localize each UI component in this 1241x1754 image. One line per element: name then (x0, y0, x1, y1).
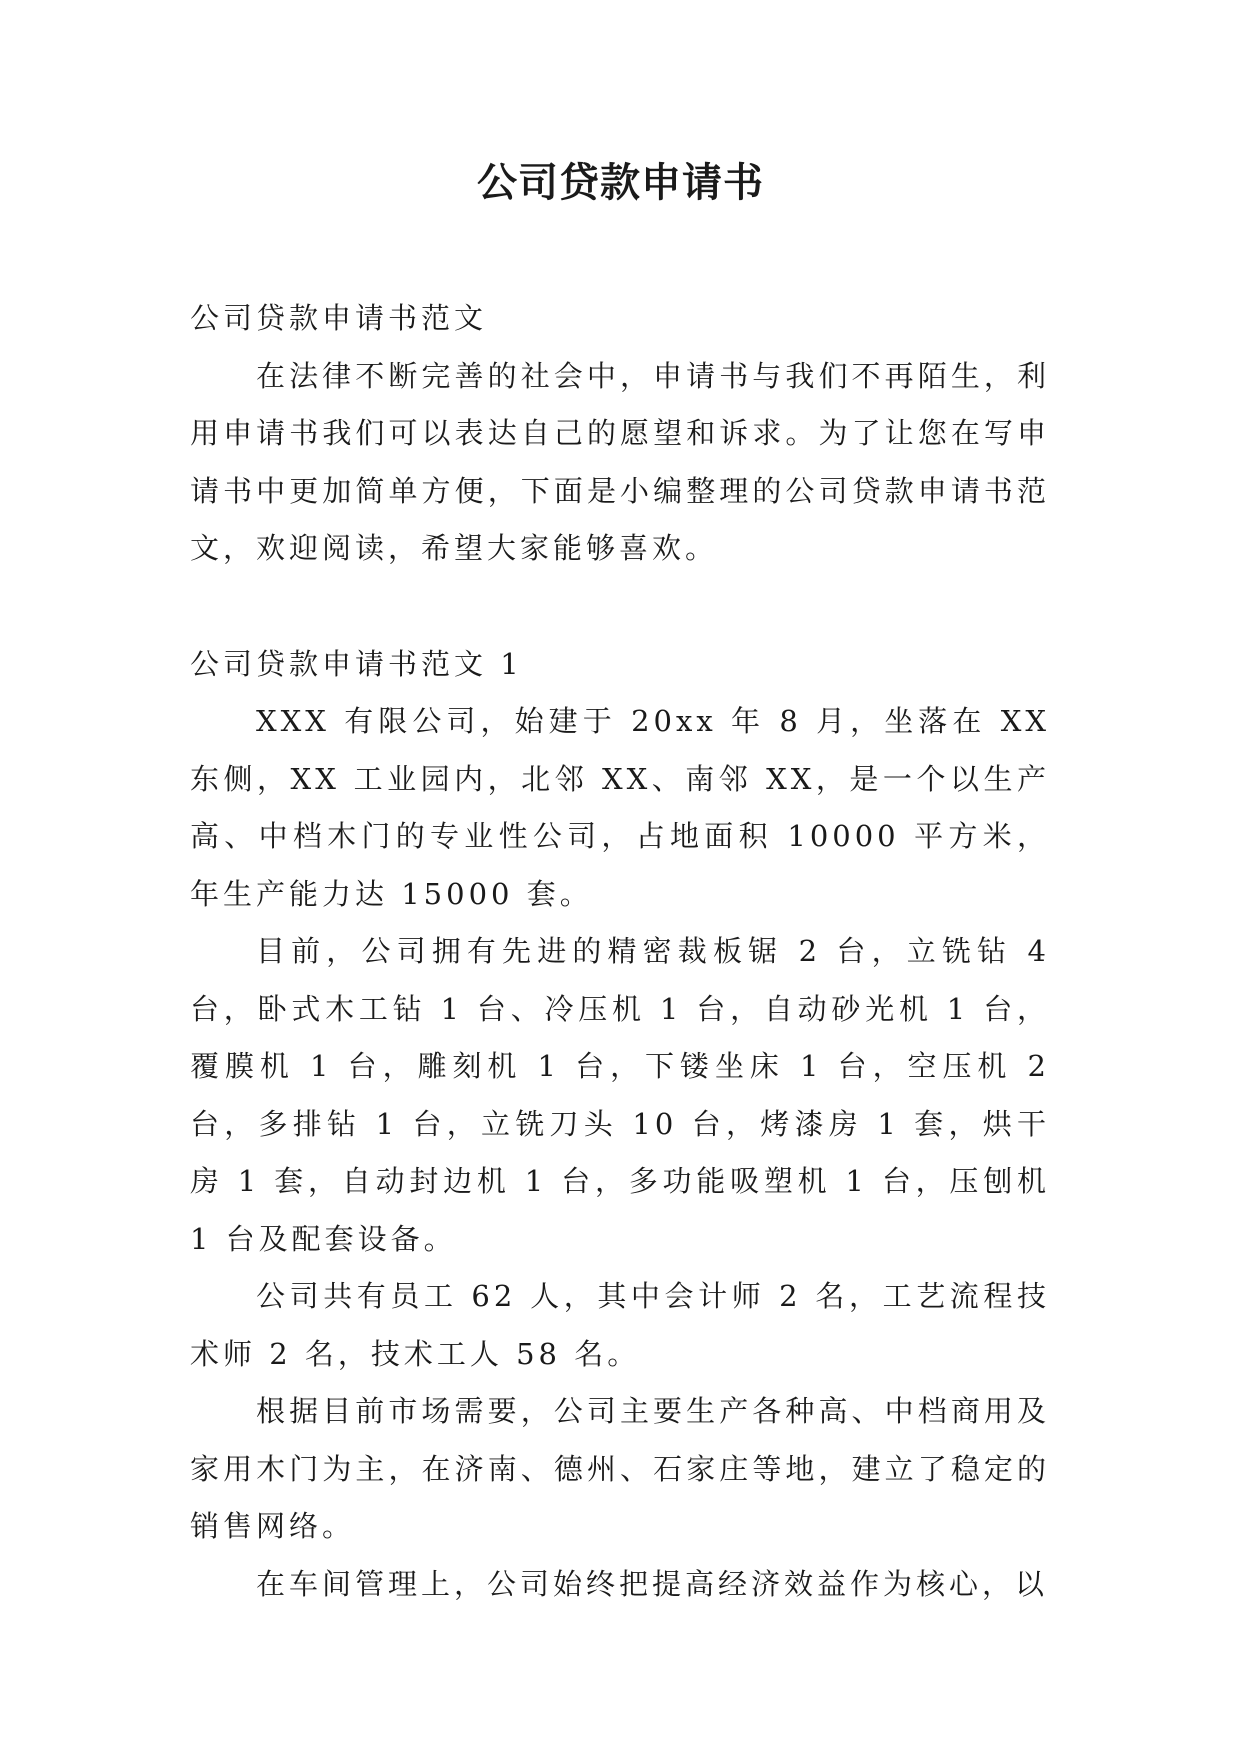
section-spacer (190, 578, 1050, 636)
market-paragraph: 根据目前市场需要，公司主要生产各种高、中档商用及家用木门为主，在济南、德州、石家庄等地，建立了稳定的销售网络。 (190, 1394, 1050, 1543)
page-title: 公司贷款申请书 (477, 160, 764, 206)
management-paragraph: 在车间管理上，公司始终把提高经济效益作为核心，以 (256, 1566, 1049, 1601)
section-heading-sample-1: 公司贷款申请书范文 1 (190, 646, 523, 681)
staff-paragraph: 公司共有员工 62 人，其中会计师 2 名，工艺流程技术师 2 名，技术工人 58 名。 (190, 1279, 1050, 1371)
intro-paragraph: 在法律不断完善的社会中，申请书与我们不再陌生，利用申请书我们可以表达自己的愿望和诉求。为了让您在写申请书中更加简单方便，下面是小编整理的公司贷款申请书范文，欢迎阅读，希望大家能够喜欢。 (190, 358, 1050, 565)
equipment-paragraph: 目前，公司拥有先进的精密裁板锯 2 台，立铣钻 4 台，卧式木工钻 1 台、冷压机 1 台，自动砂光机 1 台，覆膜机 1 台，雕刻机 1 台，下镂坐床 1 台，空压机 2 台，多排钻 1 台，立铣刀头 10 台，烤漆房 1 套，烘干房 1 套，自动封边机 1 台，多功能吸塑机 1 台，压刨机 1 台及配套设备。 (190, 934, 1050, 1256)
section-heading-sample: 公司贷款申请书范文 (190, 301, 488, 335)
document-body (190, 290, 1050, 1613)
company-overview-paragraph: XXX 有限公司，始建于 20xx 年 8 月，坐落在 XX 东侧，XX 工业园内，北邻 XX、南邻 XX，是一个以生产高、中档木门的专业性公司，占地面积 10000 平方米，年生产能力达 15000 套。 (190, 704, 1050, 911)
